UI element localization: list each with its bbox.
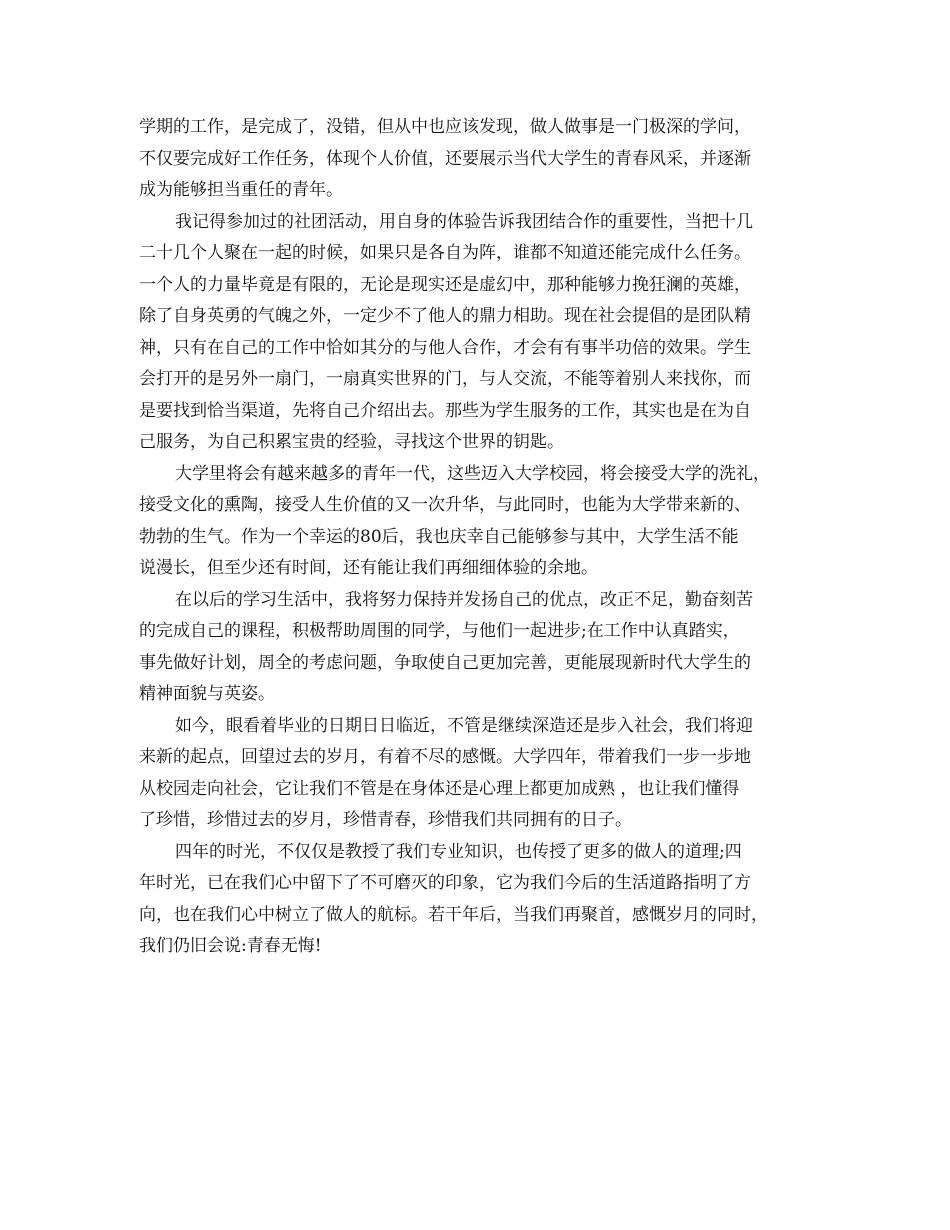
text-line: 说漫长，但至少还有时间，还有能让我们再细细体验的余地。 bbox=[139, 558, 598, 578]
text-line: 事先做好计划，周全的考虑问题，争取使自己更加完善，更能展现新时代大学生的 bbox=[139, 652, 751, 673]
text-line: 是要找到恰当渠道，先将自己介绍出去。那些为学生服务的工作，其实也是在为自 bbox=[139, 400, 751, 421]
text-line: 的完成自己的课程，积极帮助周围的同学，与他们一起进步;在工作中认真踏实， bbox=[139, 621, 740, 641]
text-line: 学期的工作，是完成了，没错，但从中也应该发现，做人做事是一门极深的学问， bbox=[139, 117, 751, 137]
text-line: 接受文化的熏陶，接受人生价值的又一次升华，与此同时，也能为大学带来新的、 bbox=[139, 495, 751, 515]
text-line: 己服务，为自己积累宝贵的经验，寻找这个世界的钥匙。 bbox=[139, 432, 564, 452]
text-line: 向，也在我们心中树立了做人的航标。若干年后，当我们再聚首，感慨岁月的同时， bbox=[139, 904, 768, 925]
paragraph-first-line: 我记得参加过的社团活动，用自身的体验告诉我团结合作的重要性，当把十几 bbox=[175, 211, 753, 232]
text-line: 除了自身英勇的气魄之外，一定少不了他人的鼎力相助。现在社会提倡的是团队精 bbox=[139, 306, 751, 326]
text-line: 成为能够担当重任的青年。 bbox=[139, 180, 343, 200]
text-line: 二十几个人聚在一起的时候，如果只是各自为阵，谁都不知道还能完成什么任务。 bbox=[139, 243, 751, 263]
text-line: 来新的起点，回望过去的岁月，有着不尽的感慨。大学四年，带着我们一步一步地 bbox=[139, 747, 751, 767]
text-line: 勃勃的生气。作为一个幸运的80后，我也庆幸自己能够参与其中，大学生活不能 bbox=[139, 526, 739, 547]
paragraph-first-line: 在以后的学习生活中，我将努力保持并发扬自己的优点，改正不足，勤奋刻苦 bbox=[175, 589, 753, 610]
text-line: 我们仍旧会说:青春无悔! bbox=[139, 936, 322, 956]
document-body bbox=[139, 112, 829, 963]
paragraph-first-line: 四年的时光，不仅仅是教授了我们专业知识，也传授了更多的做人的道理;四 bbox=[175, 841, 742, 862]
text-line: 了珍惜，珍惜过去的岁月，珍惜青春，珍惜我们共同拥有的日子。 bbox=[139, 810, 632, 830]
paragraph-first-line: 如今，眼看着毕业的日期日日临近，不管是继续深造还是步入社会，我们将迎 bbox=[175, 715, 753, 736]
text-line: 年时光，已在我们心中留下了不可磨灭的印象，它为我们今后的生活道路指明了方 bbox=[139, 873, 751, 893]
text-line: 神，只有在自己的工作中恰如其分的与他人合作，才会有有事半功倍的效果。学生 bbox=[139, 337, 751, 358]
text-line: 会打开的是另外一扇门，一扇真实世界的门，与人交流，不能等着别人来找你，而 bbox=[139, 369, 751, 389]
text-line: 一个人的力量毕竟是有限的，无论是现实还是虚幻中，那种能够力挽狂澜的英雄， bbox=[139, 274, 751, 295]
text-line: 不仅要完成好工作任务，体现个人价值，还要展示当代大学生的青春风采，并逐渐 bbox=[139, 148, 751, 169]
text-line: 从校园走向社会，它让我们不管是在身体还是心理上都更加成熟 ，也让我们懂得 bbox=[139, 778, 740, 799]
text-line: 精神面貌与英姿。 bbox=[139, 684, 275, 704]
paragraph-first-line: 大学里将会有越来越多的青年一代，这些迈入大学校园，将会接受大学的洗礼， bbox=[175, 463, 770, 484]
